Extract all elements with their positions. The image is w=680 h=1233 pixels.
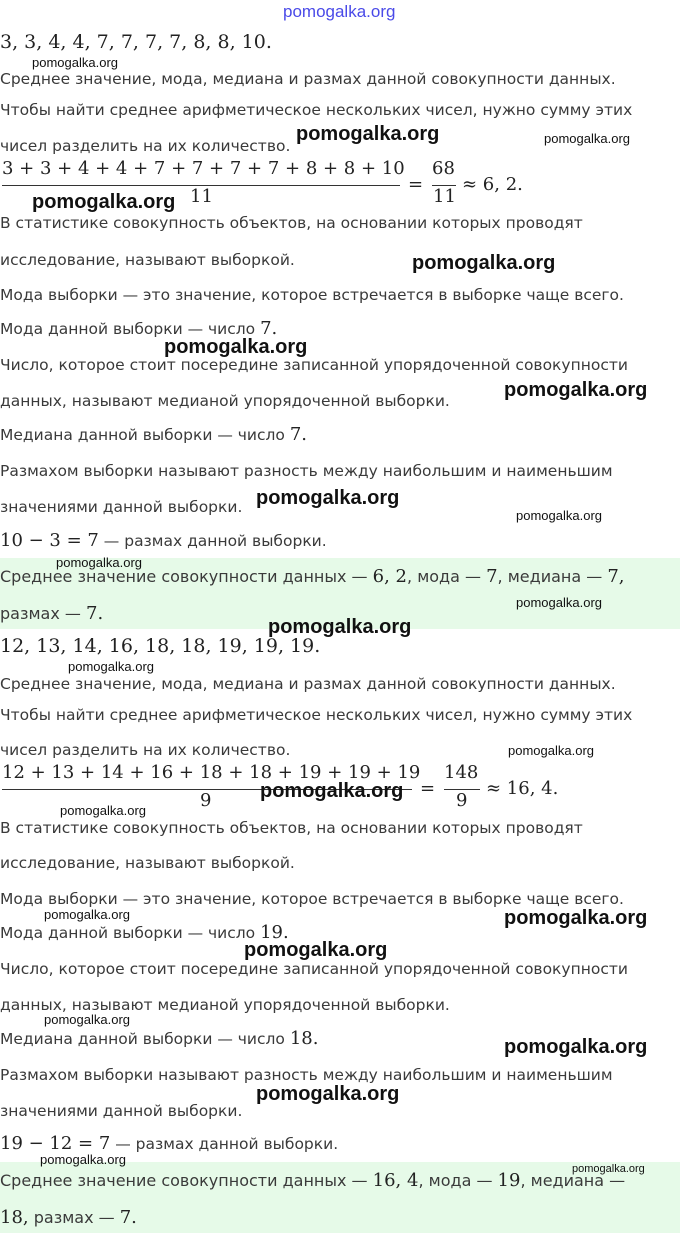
watermark: pomogalka.org [244, 939, 388, 961]
watermark: pomogalka.org [60, 803, 146, 818]
watermark: pomogalka.org [544, 131, 630, 146]
watermark: pomogalka.org [508, 743, 594, 758]
fraction-numerator: 68 [432, 158, 455, 179]
watermark: pomogalka.org [164, 336, 308, 358]
answer-text: , медиана — [497, 567, 603, 586]
range-calc: 19 − 12 = 7 [0, 1133, 111, 1154]
range-def-1a: Размахом выборки называют разность между наибольшим и наименьшим [0, 462, 613, 480]
answer-median: 18, [0, 1207, 29, 1228]
result-fraction-1 [432, 158, 456, 210]
answer-median: 7, [607, 566, 625, 587]
range-def-1b: значениями данной выборки. [0, 498, 243, 516]
approx-1: ≈ 6, 2. [462, 174, 523, 195]
watermark: pomogalka.org [256, 1083, 400, 1105]
median-def-2a: Число, которое стоит посередине записанной упорядоченной совокупности [0, 960, 628, 978]
range-def-2a: Размахом выборки называют разность между наибольшим и наименьшим [0, 1066, 613, 1084]
range-text: — размах данной выборки. [103, 532, 327, 550]
watermark: pomogalka.org [296, 123, 440, 145]
sample-def-2a: В статистике совокупность объектов, на основании которых проводят [0, 819, 583, 837]
answer-text: , мода — [418, 1171, 493, 1190]
median-text: Медиана данной выборки — число [0, 1030, 285, 1048]
answer-mode: 19 [497, 1170, 521, 1191]
watermark: pomogalka.org [516, 595, 602, 610]
answer-text: , медиана — [520, 1171, 626, 1190]
answer-text: , мода — [407, 567, 481, 586]
answer-text: Среднее значение совокупности данных — [0, 1171, 368, 1190]
mean-rule-1b: чисел разделить на их количество. [0, 137, 291, 155]
answer-text: размах — [33, 1208, 115, 1227]
watermark: pomogalka.org [268, 616, 412, 638]
median-def-1b: данных, называют медианой упорядоченной выборки. [0, 392, 450, 410]
mean-rule-2b: чисел разделить на их количество. [0, 741, 291, 759]
median-def-2b: данных, называют медианой упорядоченной выборки. [0, 996, 450, 1014]
mode-text: Мода данной выборки — число [0, 924, 256, 942]
sample-def-1a: В статистике совокупность объектов, на основании которых проводят [0, 214, 583, 232]
data-line-2: 12, 13, 14, 16, 18, 18, 19, 19, 19. [0, 635, 321, 657]
answer-text: Среднее значение совокупности данных — [0, 567, 368, 586]
range-line-1 [0, 531, 327, 551]
fraction-denominator: 9 [200, 790, 212, 811]
watermark: pomogalka.org [412, 252, 556, 274]
answer-line-2b [0, 1208, 137, 1228]
median-text: Медиана данной выборки — число [0, 426, 285, 444]
mode-text: Мода данной выборки — число [0, 320, 256, 338]
watermark: pomogalka.org [32, 55, 118, 70]
median-value: 7. [289, 424, 308, 445]
median-def-1a: Число, которое стоит посередине записанной упорядоченной совокупности [0, 356, 628, 374]
fraction-numerator: 12 + 13 + 14 + 16 + 18 + 18 + 19 + 19 + 19 [2, 762, 421, 783]
watermark: pomogalka.org [504, 379, 648, 401]
watermark: pomogalka.org [68, 659, 154, 674]
watermark: pomogalka.org [44, 1012, 130, 1027]
answer-range: 7. [86, 603, 104, 624]
watermark: pomogalka.org [40, 1152, 126, 1167]
median-value: 18. [289, 1028, 319, 1049]
answer-mean: 6, 2 [372, 566, 408, 587]
sample-def-2b: исследование, называют выборкой. [0, 854, 295, 872]
intro-2: Среднее значение, мода, медиана и размах данной совокупности данных. [0, 675, 616, 693]
range-def-2b: значениями данной выборки. [0, 1102, 243, 1120]
fraction-numerator: 148 [444, 762, 479, 783]
fraction-denominator: 9 [456, 790, 468, 811]
fraction-denominator: 11 [190, 186, 213, 207]
watermark: pomogalka.org [516, 508, 602, 523]
sample-def-1b: исследование, называют выборкой. [0, 251, 295, 269]
median-line-2 [0, 1029, 319, 1049]
mode-def-1: Мода выборки — это значение, которое встречается в выборке чаще всего. [0, 286, 624, 304]
mean-rule-2a: Чтобы найти среднее арифметическое нескольких чисел, нужно сумму этих [0, 706, 633, 724]
answer-mode: 7 [486, 566, 498, 587]
median-line-1 [0, 425, 307, 445]
range-line-2 [0, 1134, 338, 1154]
watermark: pomogalka.org [256, 487, 400, 509]
mean-rule-1a: Чтобы найти среднее арифметическое нескольких чисел, нужно сумму этих [0, 101, 633, 119]
data-line-1: 3, 3, 4, 4, 7, 7, 7, 7, 8, 8, 10. [0, 31, 272, 53]
equals-sign-2: = [420, 778, 436, 799]
mode-value: 19. [260, 922, 289, 943]
mode-def-2: Мода выборки — это значение, которое встречается в выборке чаще всего. [0, 890, 624, 908]
watermark: pomogalka.org [260, 780, 404, 802]
answer-line-1a [0, 567, 625, 587]
answer-line-2a [0, 1171, 625, 1191]
range-calc: 10 − 3 = 7 [0, 530, 99, 551]
answer-text: размах — [0, 604, 81, 623]
intro-1: Среднее значение, мода, медиана и размах данной совокупности данных. [0, 70, 616, 88]
approx-2: ≈ 16, 4. [486, 778, 559, 799]
fraction-denominator: 11 [433, 186, 456, 207]
range-text: — размах данной выборки. [115, 1135, 339, 1153]
answer-range: 7. [119, 1207, 137, 1228]
watermark: pomogalka.org [32, 191, 176, 213]
answer-mean: 16, 4 [372, 1170, 419, 1191]
result-fraction-2 [444, 762, 480, 814]
mode-value: 7. [260, 318, 278, 339]
watermark: pomogalka.org [44, 907, 130, 922]
answer-line-1b [0, 604, 103, 624]
fraction-numerator: 3 + 3 + 4 + 4 + 7 + 7 + 7 + 7 + 8 + 8 + 10 [2, 158, 405, 179]
watermark: pomogalka.org [572, 1163, 645, 1175]
watermark-top: pomogalka.org [283, 2, 396, 21]
equals-sign-1: = [408, 174, 424, 195]
watermark: pomogalka.org [504, 907, 648, 929]
watermark: pomogalka.org [504, 1036, 648, 1058]
watermark: pomogalka.org [56, 555, 142, 570]
